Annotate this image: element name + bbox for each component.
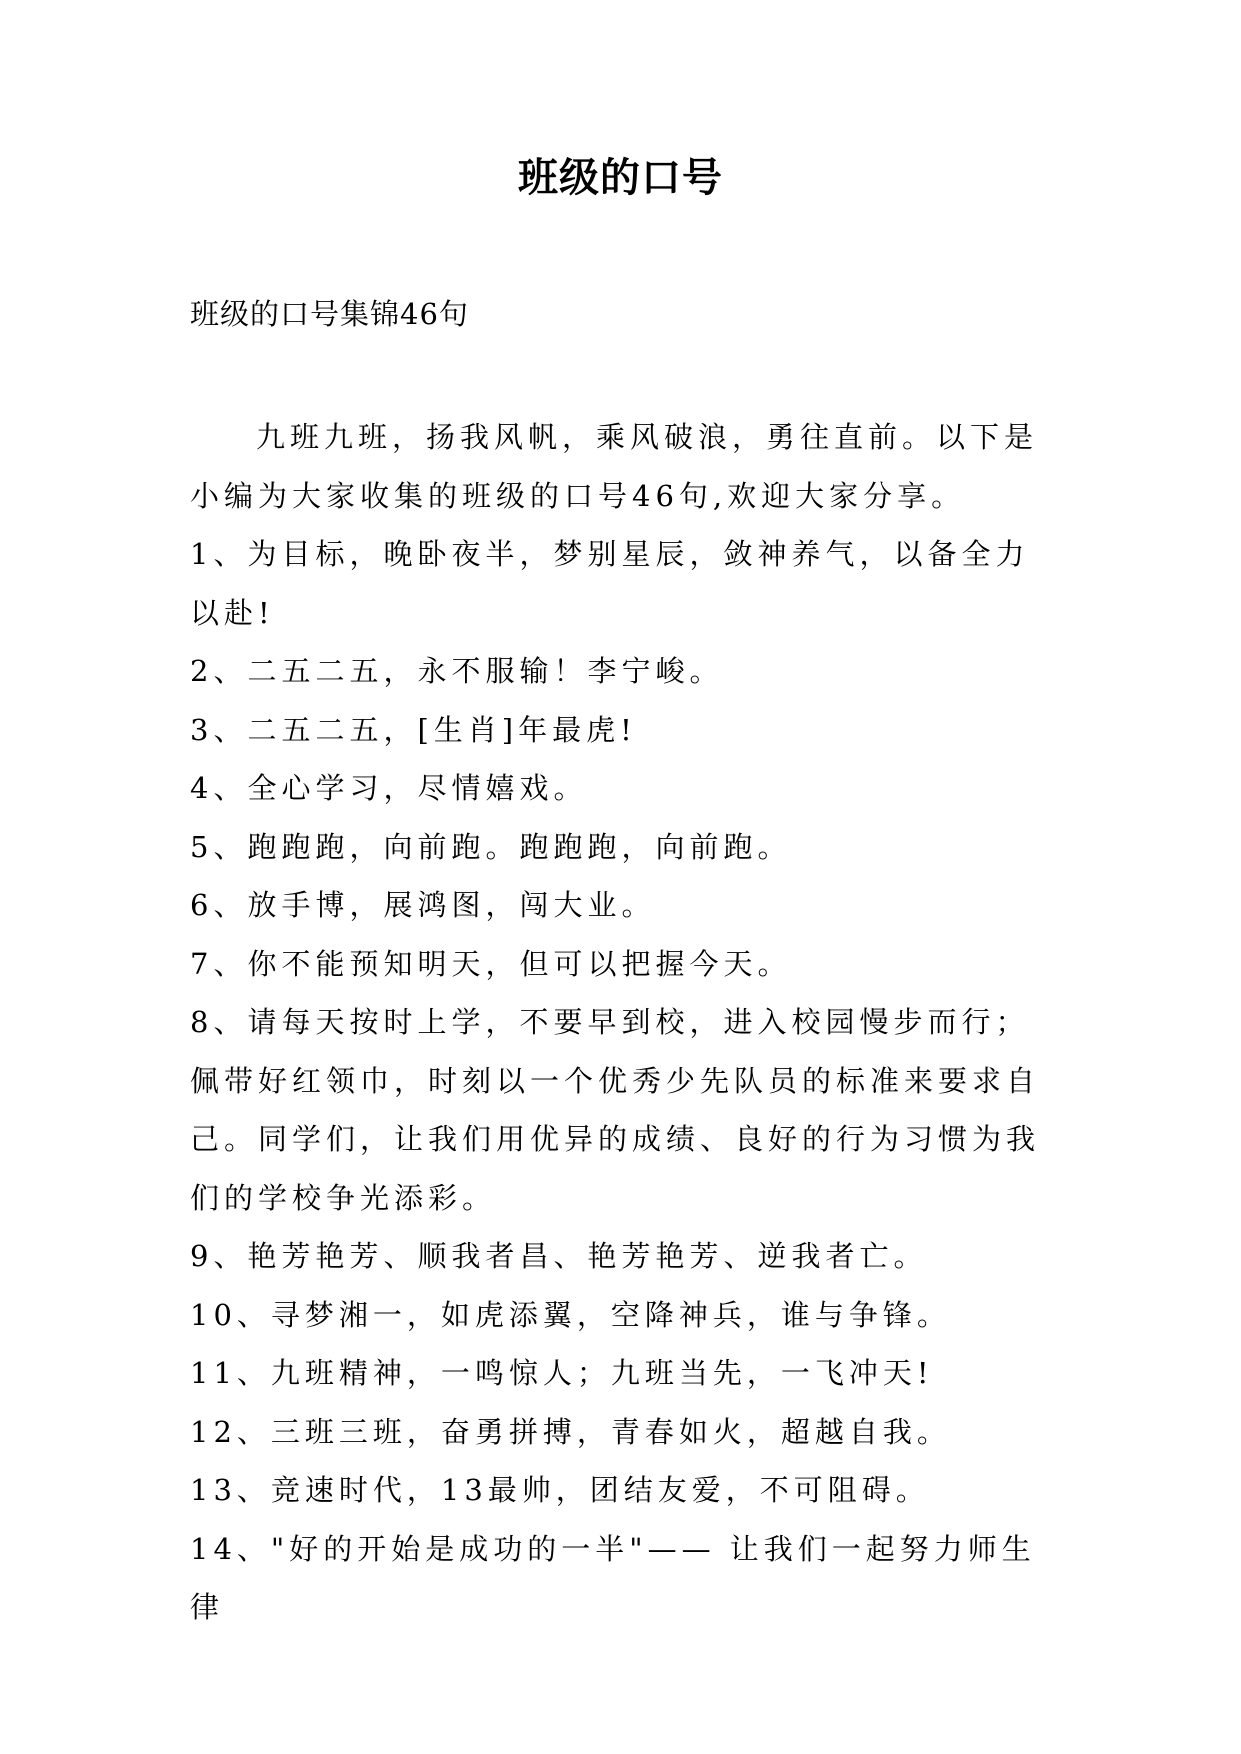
slogan-item-14: 14、"好的开始是成功的一半"—— 让我们一起努力师生律 xyxy=(190,1531,1036,1624)
slogan-item-12: 12、三班三班，奋勇拼搏，青春如火，超越自我。 xyxy=(190,1414,951,1449)
slogan-item-4: 4、全心学习，尽情嬉戏。 xyxy=(190,771,588,805)
slogan-item-2: 2、二五二五，永不服输！李宁峻。 xyxy=(190,654,724,688)
slogan-item-3: 3、二五二五，[生肖]年最虎! xyxy=(190,712,637,747)
document-title: 班级的口号 xyxy=(518,155,723,201)
slogan-item-6: 6、放手博，展鸿图，闯大业。 xyxy=(190,888,656,922)
document-body xyxy=(190,408,1050,1637)
slogan-item-8: 8、请每天按时上学，不要早到校，进入校园慢步而行；佩带好红领巾，时刻以一个优秀少先队员的标准来要求自己。同学们，让我们用优异的成绩、良好的行为习惯为我们的学校争光添彩。 xyxy=(190,1005,1041,1215)
slogan-item-11: 11、九班精神，一鸣惊人；九班当先，一飞冲天! xyxy=(190,1356,934,1390)
slogan-item-7: 7、你不能预知明天，但可以把握今天。 xyxy=(190,946,792,981)
slogan-item-10: 10、寻梦湘一，如虎添翼，空降神兵，谁与争锋。 xyxy=(190,1297,951,1332)
slogan-item-9: 9、艳芳艳芳、顺我者昌、艳芳艳芳、逆我者亡。 xyxy=(190,1239,928,1273)
slogan-item-13: 13、竞速时代，13最帅，团结友爱，不可阻碍。 xyxy=(190,1473,930,1507)
slogan-item-5: 5、跑跑跑，向前跑。跑跑跑，向前跑。 xyxy=(190,829,792,864)
slogan-item-1: 1、为目标，晚卧夜半，梦别星辰，敛神养气，以备全力以赴! xyxy=(190,537,1030,630)
intro-paragraph: 九班九班，扬我风帆，乘风破浪，勇往直前。以下是小编为大家收集的班级的口号46句,欢迎大家分享。 xyxy=(190,420,1039,513)
document-subtitle: 班级的口号集锦46句 xyxy=(190,297,469,331)
